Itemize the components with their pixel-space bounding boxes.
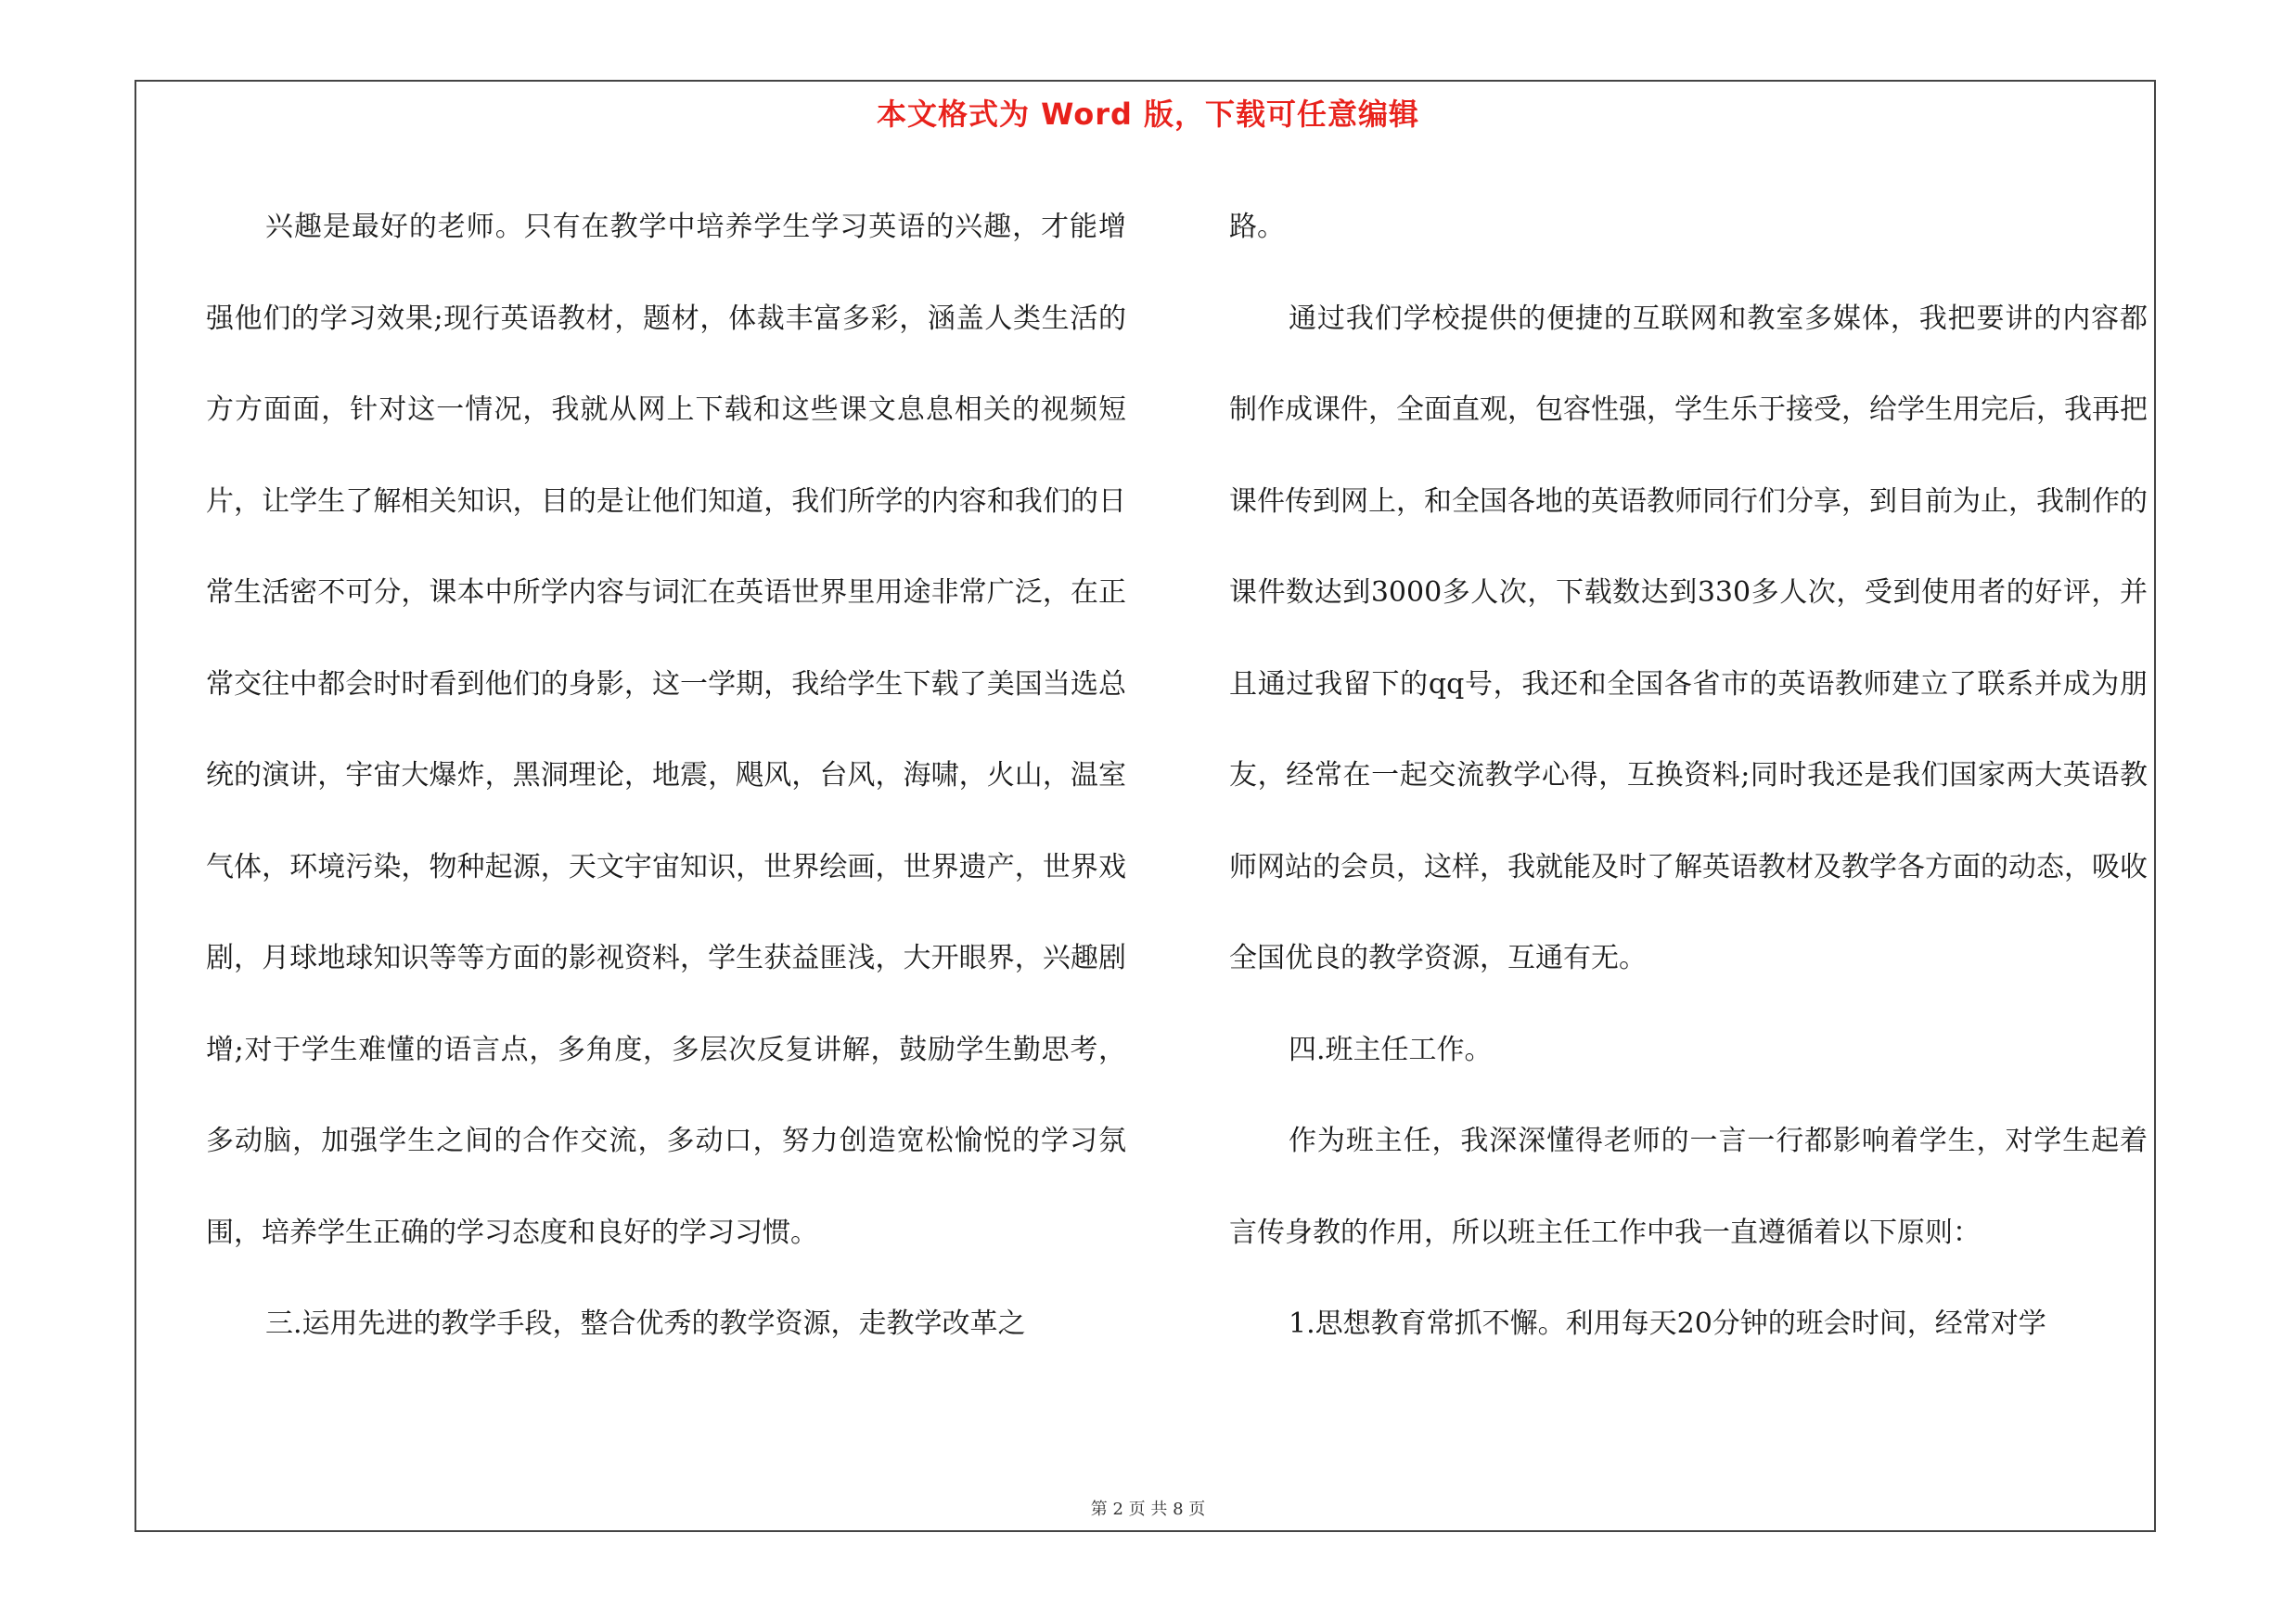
paragraph-interest: 兴趣是最好的老师。只有在教学中培养学生学习英语的兴趣，才能增强他们的学习效果;现行英语教材，题材，体裁丰富多彩，涵盖人类生活的方方面面，针对这一情况，我就从网上下载和这些课文息息相关的视频短片，让学生了解相关知识，目的是让他们知道，我们所学的内容和我们的日常生活密不可分，课本中所学内容与词汇在英语世界里用途非常广泛，在正常交往中都会时时看到他们的身影，这一学期，我给学生下载了美国当选总统的演讲，宇宙大爆炸，黑洞理论，地震，飓风，台风，海啸，火山，温室气体，环境污染，物种起源，天文宇宙知识，世界绘画，世界遗产，世界戏剧，月球地球知识等等方面的影视资料，学生获益匪浅，大开眼界，兴趣剧增;对于学生难懂的语言点，多角度，多层次反复讲解，鼓励学生勤思考，多动脑，加强学生之间的合作交流，多动口，努力创造宽松愉悦的学习氛围，培养学生正确的学习态度和良好的学习习惯。 (206, 211, 1126, 1249)
paragraph-class-teacher: 作为班主任，我深深懂得老师的一言一行都影响着学生，对学生起着言传身教的作用，所以班主任工作中我一直遵循着以下原则： (1229, 1125, 2148, 1249)
paragraph-section-four-heading: 四.班主任工作。 (1289, 1033, 1493, 1066)
left-text-column (206, 182, 1126, 1371)
right-text-column (1229, 182, 2148, 1371)
paragraph-multimedia: 通过我们学校提供的便捷的互联网和教室多媒体，我把要讲的内容都制作成课件，全面直观，包容性强，学生乐于接受，给学生用完后，我再把课件传到网上，和全国各地的英语教师同行们分享，到目前为止，我制作的课件数达到3000多人次，下载数达到330多人次，受到使用者的好评，并且通过我留下的qq号，我还和全国各省市的英语教师建立了联系并成为朋友，经常在一起交流教学心得，互换资料;同时我还是我们国家两大英语教师网站的会员，这样，我就能及时了解英语教材及教学各方面的动态，吸收全国优良的教学资源，互通有无。 (1229, 302, 2148, 974)
paragraph-continuation: 路。 (1229, 211, 1285, 243)
paragraph-section-three-heading: 三.运用先进的教学手段，整合优秀的教学资源，走教学改革之 (265, 1307, 1026, 1340)
word-format-banner: 本文格式为 Word 版，下载可任意编辑 (876, 97, 1420, 132)
paragraph-ideological-education: 1.思想教育常抓不懈。利用每天20分钟的班会时间，经常对学 (1289, 1307, 2046, 1340)
page-number-footer: 第 2 页 共 8 页 (1090, 1500, 1206, 1519)
